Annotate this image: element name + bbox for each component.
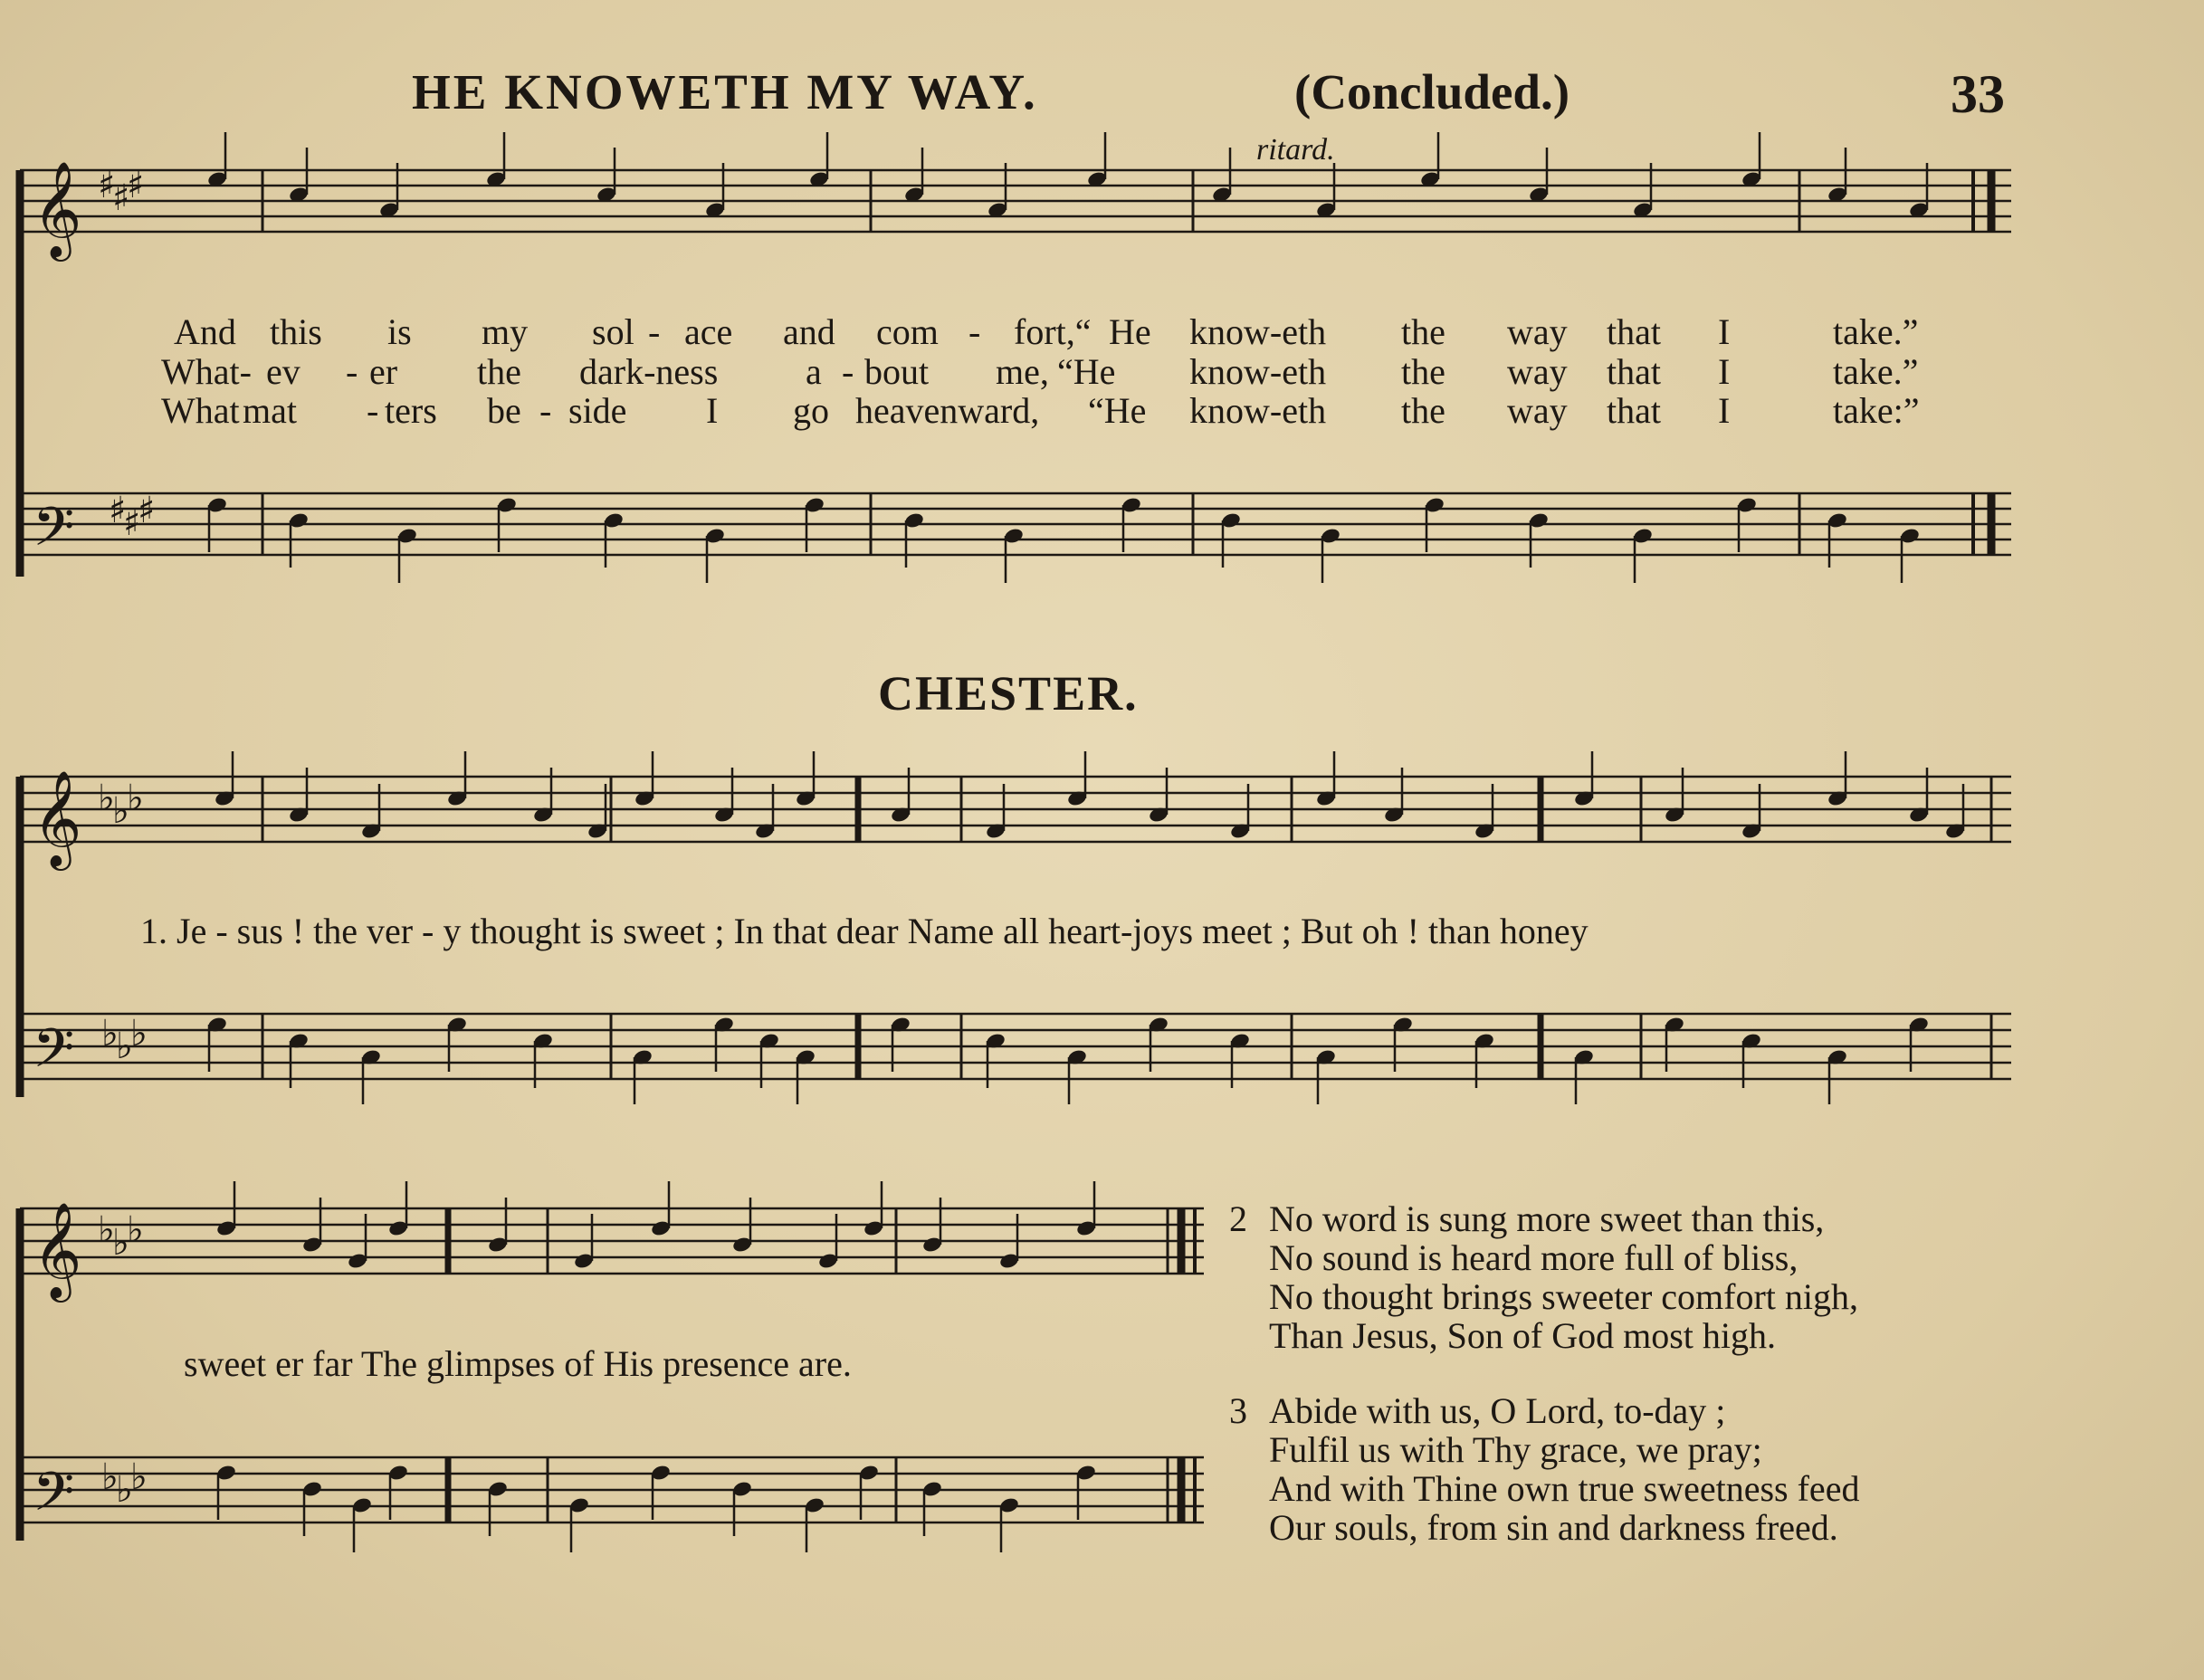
lyric-syllable: He — [1109, 311, 1151, 352]
verse-line: Abide with us, O Lord, to-day ; — [1269, 1390, 1726, 1431]
lyric-syllable: sol — [592, 311, 634, 352]
lyric-syllable: I — [1718, 351, 1731, 392]
lyric-syllable: take:” — [1833, 390, 1920, 431]
lyric-syllable: go — [793, 390, 829, 431]
clef-icon: 𝄞 — [33, 1201, 82, 1298]
verse1-lyric-line-a: 1. Je - sus ! the ver - y thought is sweet ; In that dear Name all heart-joys meet ; But oh ! than honey — [140, 911, 1589, 951]
lyric-syllable: the — [1401, 311, 1445, 352]
clef-icon: 𝄞 — [33, 160, 82, 257]
lyric-syllable: ev — [266, 351, 301, 392]
verse-3 — [1229, 1390, 1860, 1548]
key-signature-icon: ♯ — [123, 502, 141, 544]
clef-icon: 𝄢 — [33, 495, 75, 571]
key-signature-icon: ♭ — [116, 1026, 133, 1067]
lyric-syllable: - — [367, 390, 379, 431]
lyric-syllable: and — [783, 311, 835, 352]
key-signature-icon: ♯ — [109, 490, 127, 531]
key-signature-icon: ♭ — [98, 1209, 115, 1251]
verse-line: Fulfil us with Thy grace, we pray; — [1269, 1429, 1762, 1470]
page-title: HE KNOWETH MY WAY. — [412, 64, 1038, 119]
lyric-syllable: heavenward, — [855, 390, 1040, 431]
key-signature-icon: ♯ — [138, 490, 156, 531]
lyric-syllable: be — [487, 390, 521, 431]
lyric-syllable: “He — [1057, 351, 1116, 392]
lyric-syllable: the — [1401, 390, 1445, 431]
lyric-syllable: What- — [161, 351, 252, 392]
lyric-syllable: mat — [243, 390, 297, 431]
lyric-syllable: I — [706, 390, 719, 431]
clef-icon: 𝄢 — [33, 1017, 75, 1093]
tempo-marking: ritard. — [1256, 133, 1335, 167]
lyric-syllable: “He — [1088, 390, 1147, 431]
verse-line: Than Jesus, Son of God most high. — [1269, 1315, 1776, 1356]
key-signature-icon: ♭ — [112, 1222, 129, 1264]
key-signature-icon: ♭ — [101, 1456, 119, 1498]
verse-line: Our souls, from sin and darkness freed. — [1269, 1507, 1838, 1548]
lyric-syllable: way — [1507, 390, 1568, 431]
lyric-syllable: know-eth — [1189, 351, 1327, 392]
lyric-syllable: ters — [385, 390, 437, 431]
lyric-syllable: - — [346, 351, 358, 392]
verse1-lyric-line-b: sweet er far The glimpses of His presence are. — [184, 1343, 852, 1384]
lyric-syllable: know-eth — [1189, 311, 1327, 352]
lyric-syllable: com — [876, 311, 939, 352]
verse-line: No thought brings sweeter comfort nigh, — [1269, 1276, 1858, 1317]
lyric-syllable: way — [1507, 351, 1568, 392]
lyric-syllable: side — [568, 390, 627, 431]
clef-icon: 𝄢 — [33, 1460, 75, 1536]
lyric-syllable: bout — [864, 351, 930, 392]
key-signature-icon: ♭ — [130, 1456, 148, 1498]
key-signature-icon: ♯ — [127, 165, 145, 206]
lyric-syllable: dark-ness — [579, 351, 719, 392]
lyric-syllable: I — [1718, 390, 1731, 431]
lyric-syllable: - — [648, 311, 661, 352]
key-signature-icon: ♯ — [98, 165, 116, 206]
page-subtitle: (Concluded.) — [1294, 64, 1570, 119]
key-signature-icon: ♭ — [98, 778, 115, 819]
verse-line: No word is sung more sweet than this, — [1269, 1198, 1825, 1239]
lyric-syllable: And — [174, 311, 236, 352]
key-signature-icon: ♭ — [112, 790, 129, 832]
verse-line: No sound is heard more full of bliss, — [1269, 1237, 1799, 1278]
lyric-syllable: that — [1607, 390, 1661, 431]
key-signature-icon: ♯ — [112, 177, 130, 219]
lyric-syllable: - — [968, 311, 981, 352]
lyric-syllable: my — [482, 311, 529, 352]
lyric-syllable: that — [1607, 351, 1661, 392]
verse-number: 2 — [1229, 1198, 1247, 1239]
lyric-syllable: er — [369, 351, 398, 392]
lyric-syllable: - — [539, 390, 552, 431]
lyric-syllable: way — [1507, 311, 1568, 352]
lyric-syllable: this — [270, 311, 322, 352]
key-signature-icon: ♭ — [101, 1013, 119, 1055]
hymn-title: CHESTER. — [878, 666, 1139, 721]
lyric-syllable: fort,“ — [1014, 311, 1092, 352]
lyric-syllable: I — [1718, 311, 1731, 352]
lyric-syllable: - — [842, 351, 854, 392]
lyric-syllable: the — [477, 351, 521, 392]
key-signature-icon: ♭ — [130, 1013, 148, 1055]
verse-number: 3 — [1229, 1390, 1247, 1431]
lyric-syllable: a — [806, 351, 822, 392]
lyric-syllable: take.” — [1833, 311, 1919, 352]
verse-2 — [1229, 1198, 1858, 1356]
clefs-and-signatures — [33, 160, 155, 1536]
key-signature-icon: ♭ — [127, 1209, 144, 1251]
lyric-syllable: that — [1607, 311, 1661, 352]
lyric-syllable: is — [387, 311, 412, 352]
lyric-syllable: take.” — [1833, 351, 1919, 392]
key-signature-icon: ♭ — [116, 1469, 133, 1511]
lyric-syllable: ace — [684, 311, 733, 352]
page-number: 33 — [1951, 64, 2005, 124]
verse-line: And with Thine own true sweetness feed — [1269, 1468, 1860, 1509]
lyric-syllable: me, — [996, 351, 1049, 392]
clef-icon: 𝄞 — [33, 769, 82, 866]
lyric-syllable: the — [1401, 351, 1445, 392]
lyric-syllable: What — [161, 390, 240, 431]
lyric-syllable: know-eth — [1189, 390, 1327, 431]
key-signature-icon: ♭ — [127, 778, 144, 819]
